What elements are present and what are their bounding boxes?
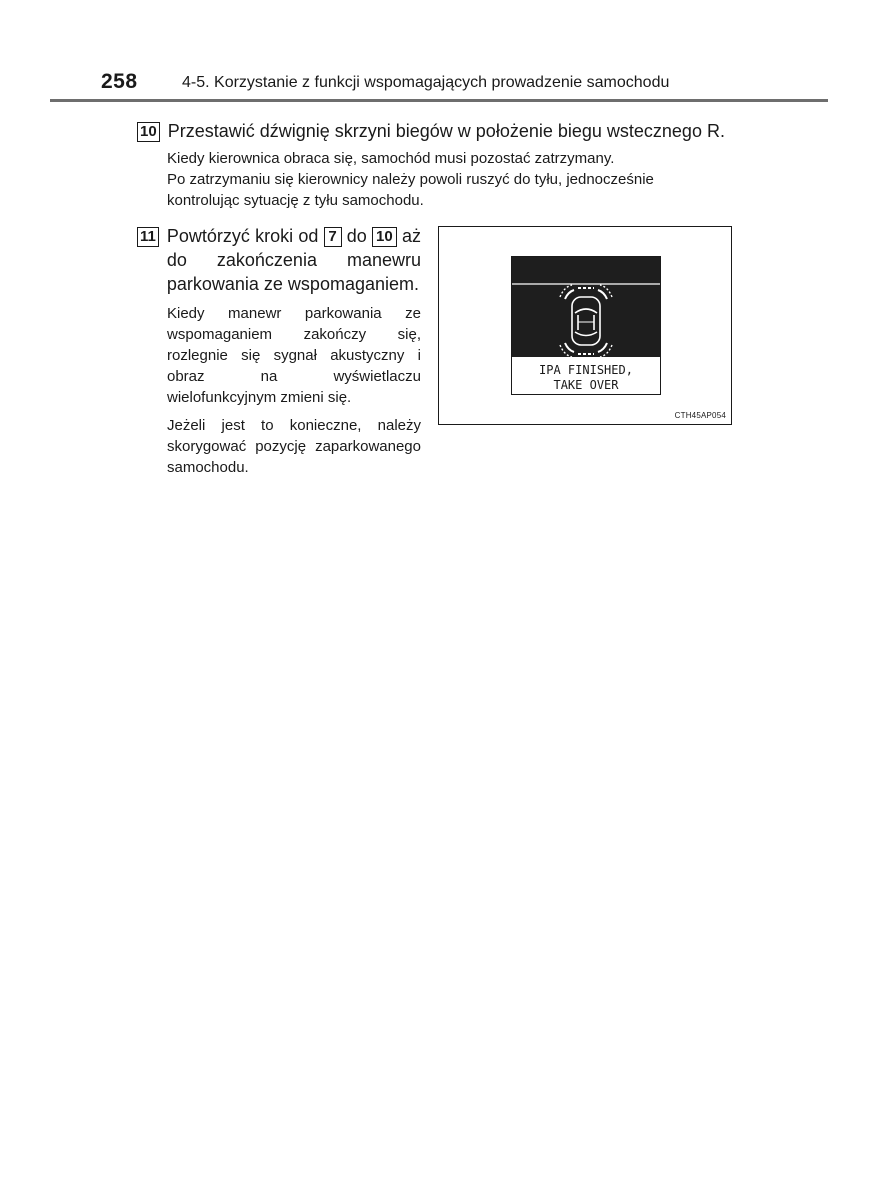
- header-rule: [50, 99, 828, 102]
- section-title: 4-5. Korzystanie z funkcji wspomagających prowadzenie samochodu: [182, 74, 670, 91]
- step-10-body-line: kontrolując sytuację z tyłu samochodu.: [167, 192, 424, 209]
- step-11-heading: [167, 224, 421, 296]
- figure-code: CTH45AP054: [674, 411, 726, 420]
- step-10-number: 10: [137, 122, 160, 142]
- step-11-head-row: [137, 224, 421, 296]
- step-11-number: 11: [137, 227, 159, 247]
- step-10-body-line: Po zatrzymaniu się kierownicy należy powoli ruszyć do tyłu, jednocześnie: [167, 171, 654, 188]
- display-message-line-1: IPA FINISHED,: [539, 363, 633, 377]
- step-11-para-2: Jeżeli jest to konieczne, należy skorygować pozycję zaparkowanego samochodu.: [167, 417, 421, 476]
- figure-frame: [438, 226, 732, 425]
- step-ref-to: 10: [372, 227, 397, 247]
- multi-info-display: [511, 256, 661, 395]
- step-11-body: [167, 303, 421, 478]
- step-10-body: [167, 148, 757, 211]
- step-11-para-1: Kiedy manewr parkowania ze wspomaganiem zakończy się, rozlegnie się sygnał akustyczny i obraz na wyświetlaczu wielofunkcyjnym zmieni się.: [167, 305, 421, 406]
- step-ref-from: 7: [324, 227, 342, 247]
- page-number: 258: [101, 70, 138, 93]
- step-10-body-line: Kiedy kierownica obraca się, samochód musi pozostać zatrzymany.: [167, 150, 615, 167]
- step-11-heading-post: aż do zakończenia manewru parkowania ze wspomaganiem.: [166, 226, 421, 294]
- step-10-heading-text: Przestawić dźwignię skrzyni biegów w położenie biegu wstecznego R.: [167, 121, 725, 141]
- step-11-heading-pre: Powtórzyć kroki od: [166, 226, 319, 246]
- display-message-line-2: TAKE OVER: [553, 378, 619, 392]
- step-11-heading-mid: do: [346, 226, 367, 246]
- step-11: [137, 224, 421, 478]
- step-10-heading: [137, 119, 757, 143]
- step-10: [137, 119, 757, 211]
